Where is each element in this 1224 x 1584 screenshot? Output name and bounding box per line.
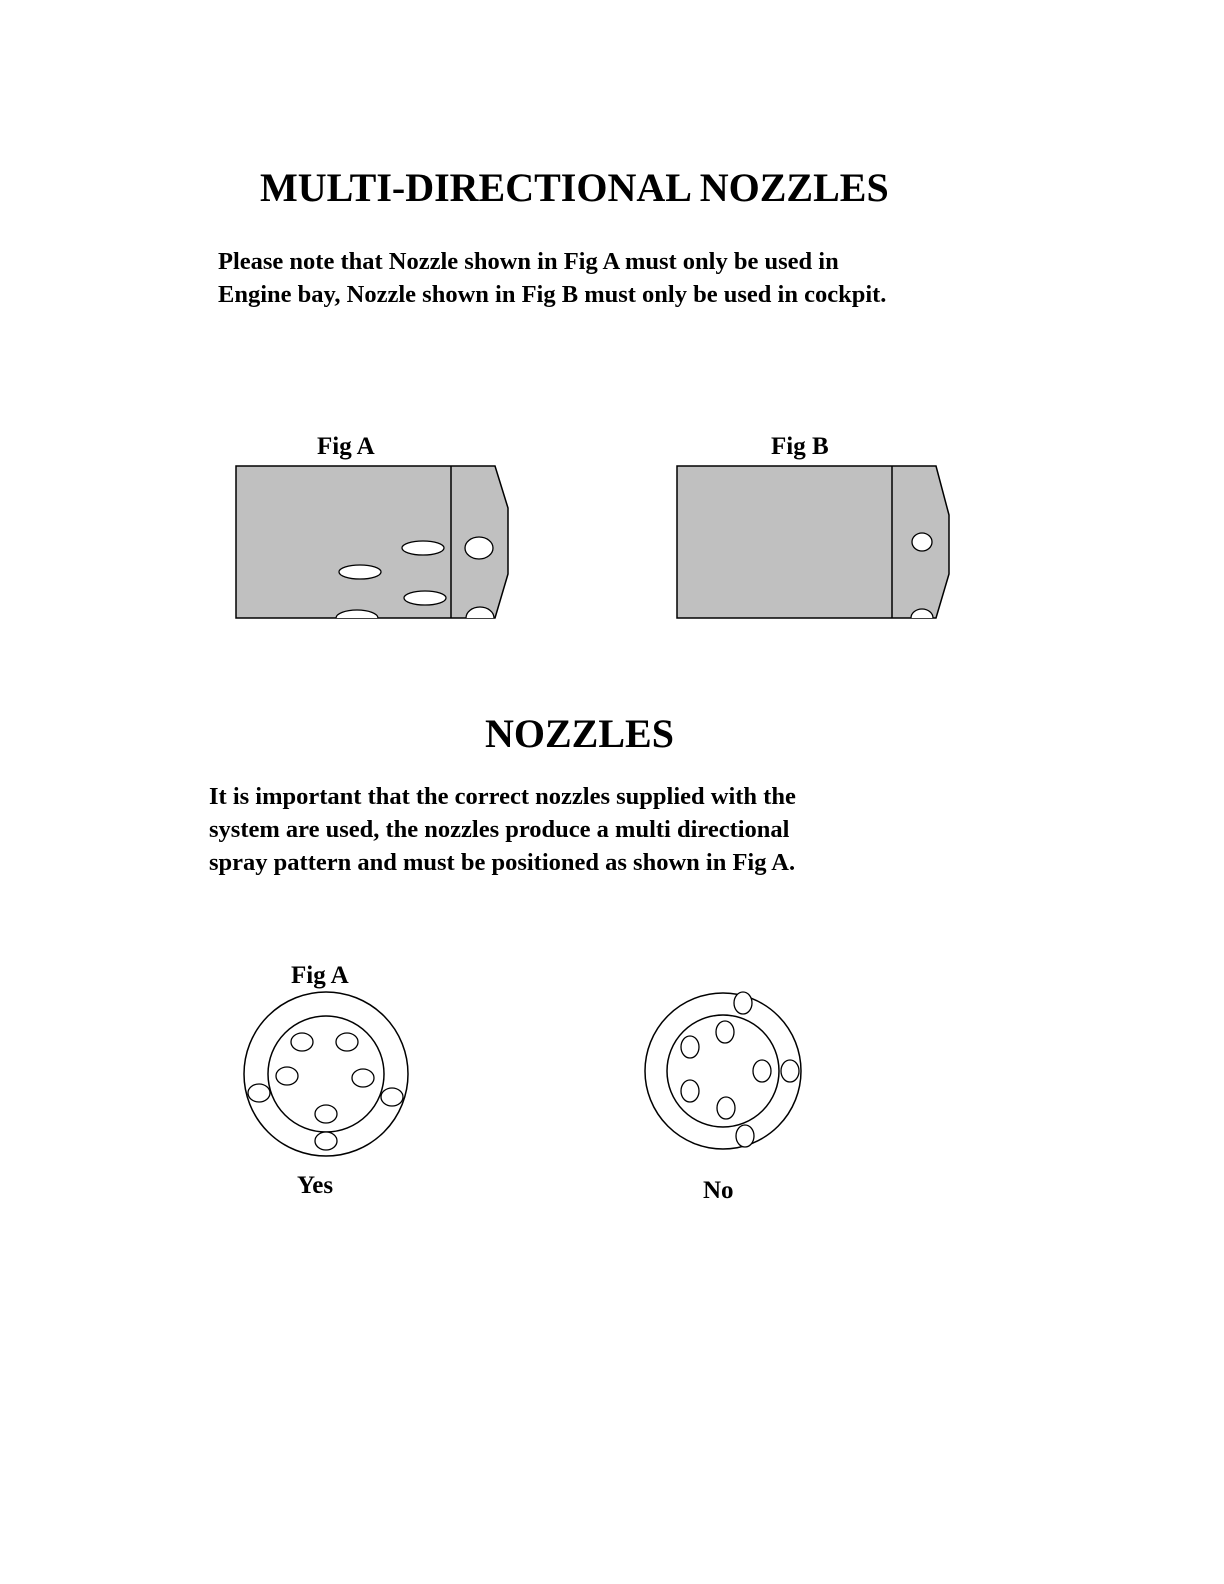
spray-hole — [912, 533, 932, 551]
spray-hole — [352, 1069, 374, 1087]
section-title-nozzles: NOZZLES — [485, 711, 674, 756]
page-title: MULTI-DIRECTIONAL NOZZLES — [260, 165, 889, 210]
spray-hole — [734, 992, 752, 1014]
fig-b-label: Fig B — [771, 433, 829, 460]
no-label: No — [703, 1177, 734, 1204]
spray-hole — [465, 537, 493, 559]
cockpit-nozzle-diagram — [671, 460, 961, 626]
spray-hole — [681, 1080, 699, 1102]
spray-hole — [717, 1097, 735, 1119]
spray-hole — [315, 1132, 337, 1150]
incorrect-position-diagram — [638, 985, 818, 1160]
nozzle-instructions — [209, 780, 796, 879]
spray-hole — [781, 1060, 799, 1082]
spray-hole — [291, 1033, 313, 1051]
spray-hole — [402, 541, 444, 555]
usage-note — [218, 245, 886, 311]
spray-hole — [404, 591, 446, 605]
nozzle-instructions-line-3: spray pattern and must be positioned as shown in Fig A. — [209, 849, 796, 876]
spray-hole — [336, 1033, 358, 1051]
nozzle-instructions-line-1: It is important that the correct nozzles supplied with the — [209, 783, 796, 810]
fig-a-label-front: Fig A — [291, 962, 349, 989]
spray-hole — [716, 1021, 734, 1043]
spray-hole — [736, 1125, 754, 1147]
correct-position-diagram — [238, 990, 418, 1160]
engine-bay-nozzle-diagram — [230, 460, 520, 626]
spray-hole — [339, 565, 381, 579]
usage-note-line-1: Please note that Nozzle shown in Fig A must only be used in — [218, 248, 839, 275]
usage-note-line-2: Engine bay, Nozzle shown in Fig B must only be used in cockpit. — [218, 281, 887, 308]
spray-hole — [276, 1067, 298, 1085]
yes-label: Yes — [297, 1172, 334, 1199]
spray-hole — [381, 1088, 403, 1106]
spray-hole — [681, 1036, 699, 1058]
nozzle-instructions-line-2: system are used, the nozzles produce a multi directional — [209, 816, 790, 843]
fig-a-label: Fig A — [317, 433, 375, 460]
spray-hole — [248, 1084, 270, 1102]
spray-hole — [315, 1105, 337, 1123]
spray-hole — [753, 1060, 771, 1082]
nozzle-body — [677, 466, 949, 618]
